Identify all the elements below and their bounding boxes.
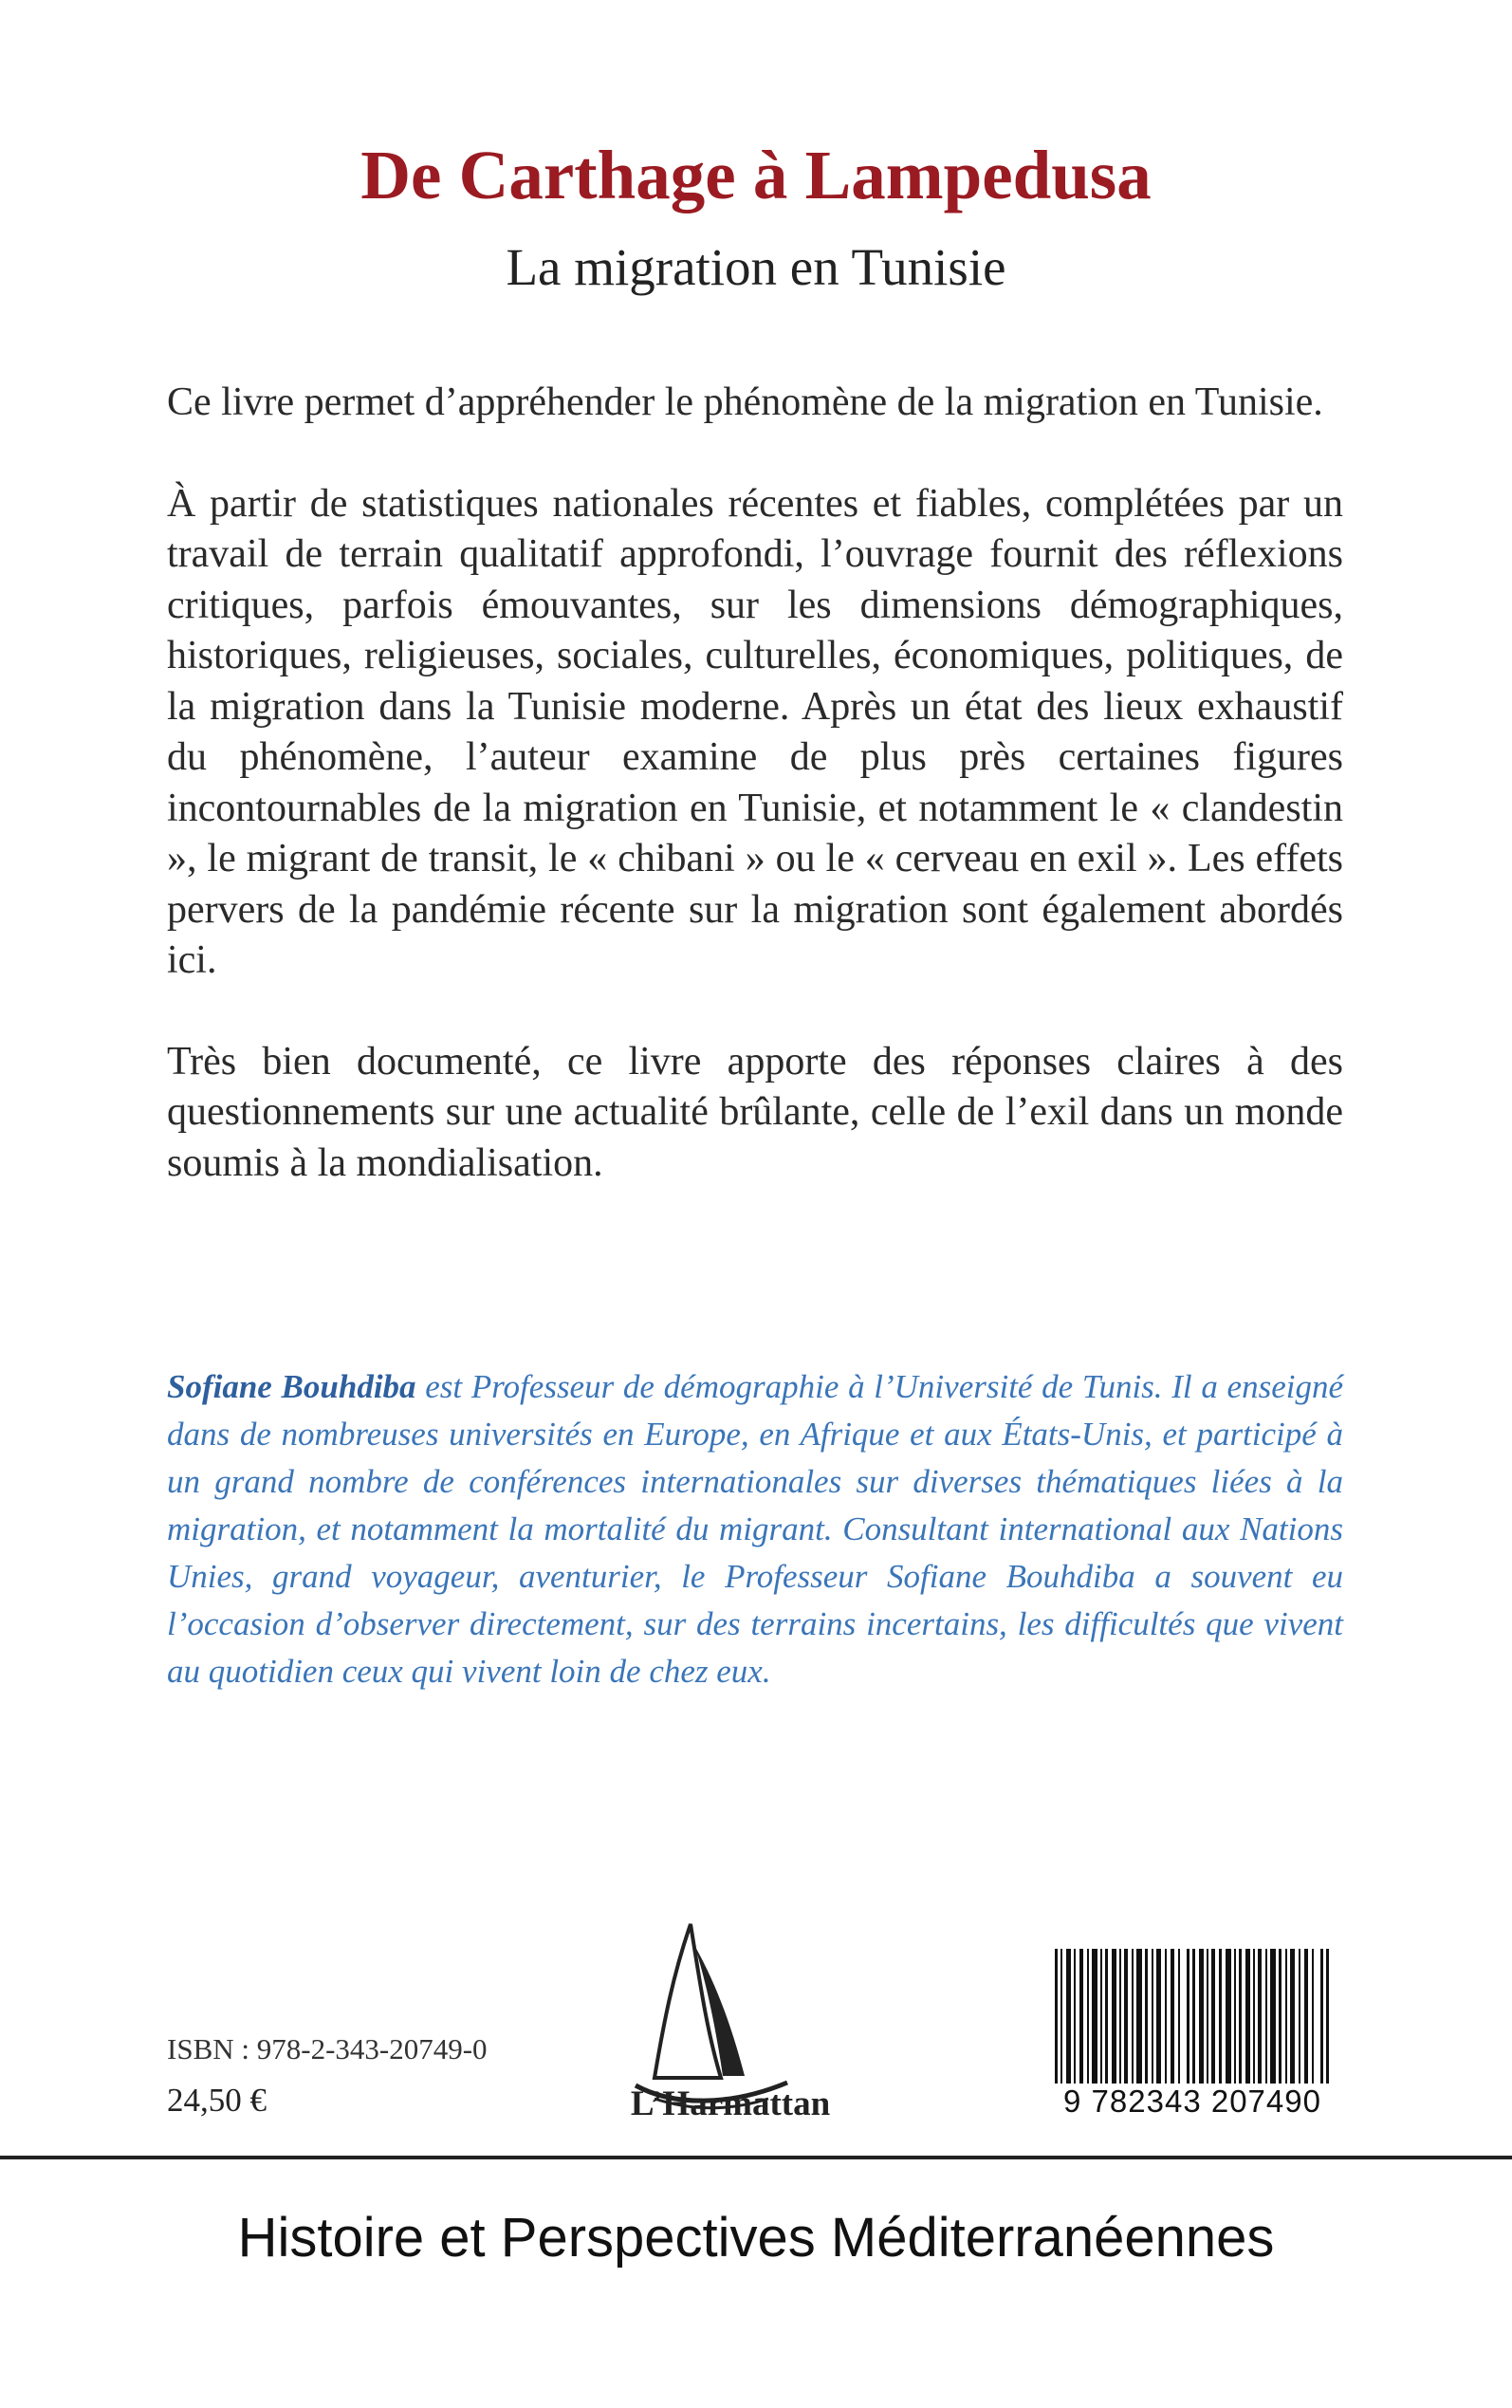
price: 24,50 € (167, 2082, 267, 2119)
author-bio-text: est Professeur de démographie à l’Université de Tunis. Il a enseigné dans de nombreuses universités en Europe, en Afrique et aux États-Unis, et participé à un grand nombre de conférences internationales sur diverses thématiques liées à la migration, et notamment la mortalité du migrant. Consultant international aux Nations Unies, grand voyageur, aventurier, le Professeur Sofiane Bouhdiba a souvent eu l’occasion d’observer directement, sur des terrains incertains, les difficultés que vivent au quotidien ceux qui vivent loin de chez eux. (167, 1368, 1343, 1690)
author-bio (167, 1363, 1343, 1695)
book-title: De Carthage à Lampedusa (360, 137, 1152, 213)
divider (0, 2156, 1512, 2159)
blurb-paragraph: Très bien documenté, ce livre apporte des réponses claires à des questionnements sur une actualité brûlante, celle de l’exil dans un monde soumis à la mondialisation. (167, 1039, 1343, 1185)
book-subtitle: La migration en Tunisie (506, 238, 1006, 296)
barcode-number: 9 782343 207490 (1051, 2084, 1334, 2120)
blurb-paragraph: À partir de statistiques nationales récentes et fiables, complétées par un travail de terrain qualitatif approfondi, l’ouvrage fournit des réflexions critiques, parfois émouvantes, sur les dimensions démographiques, historiques, religieuses, sociales, culturelles, économiques, politiques, de la migration dans la Tunisie moderne. Après un état des lieux exhaustif du phénomène, l’auteur examine de plus près certaines figures incontournables de la migration en Tunisie, et notamment le « clandestin », le migrant de transit, le « chibani » ou le « cerveau en exil ». Les effets pervers de la pandémie récente sur la migration sont également abordés ici. (167, 481, 1343, 982)
blurb (167, 378, 1343, 1239)
isbn: ISBN : 978-2-343-20749-0 (167, 2032, 488, 2065)
blurb-paragraph: Ce livre permet d’appréhender le phénomène de la migration en Tunisie. (167, 380, 1323, 424)
author-name: Sofiane Bouhdiba (167, 1368, 416, 1405)
series-title: Histoire et Perspectives Méditerranéennes (237, 2207, 1275, 2269)
publisher-name: L’Harmattan (630, 2084, 831, 2123)
